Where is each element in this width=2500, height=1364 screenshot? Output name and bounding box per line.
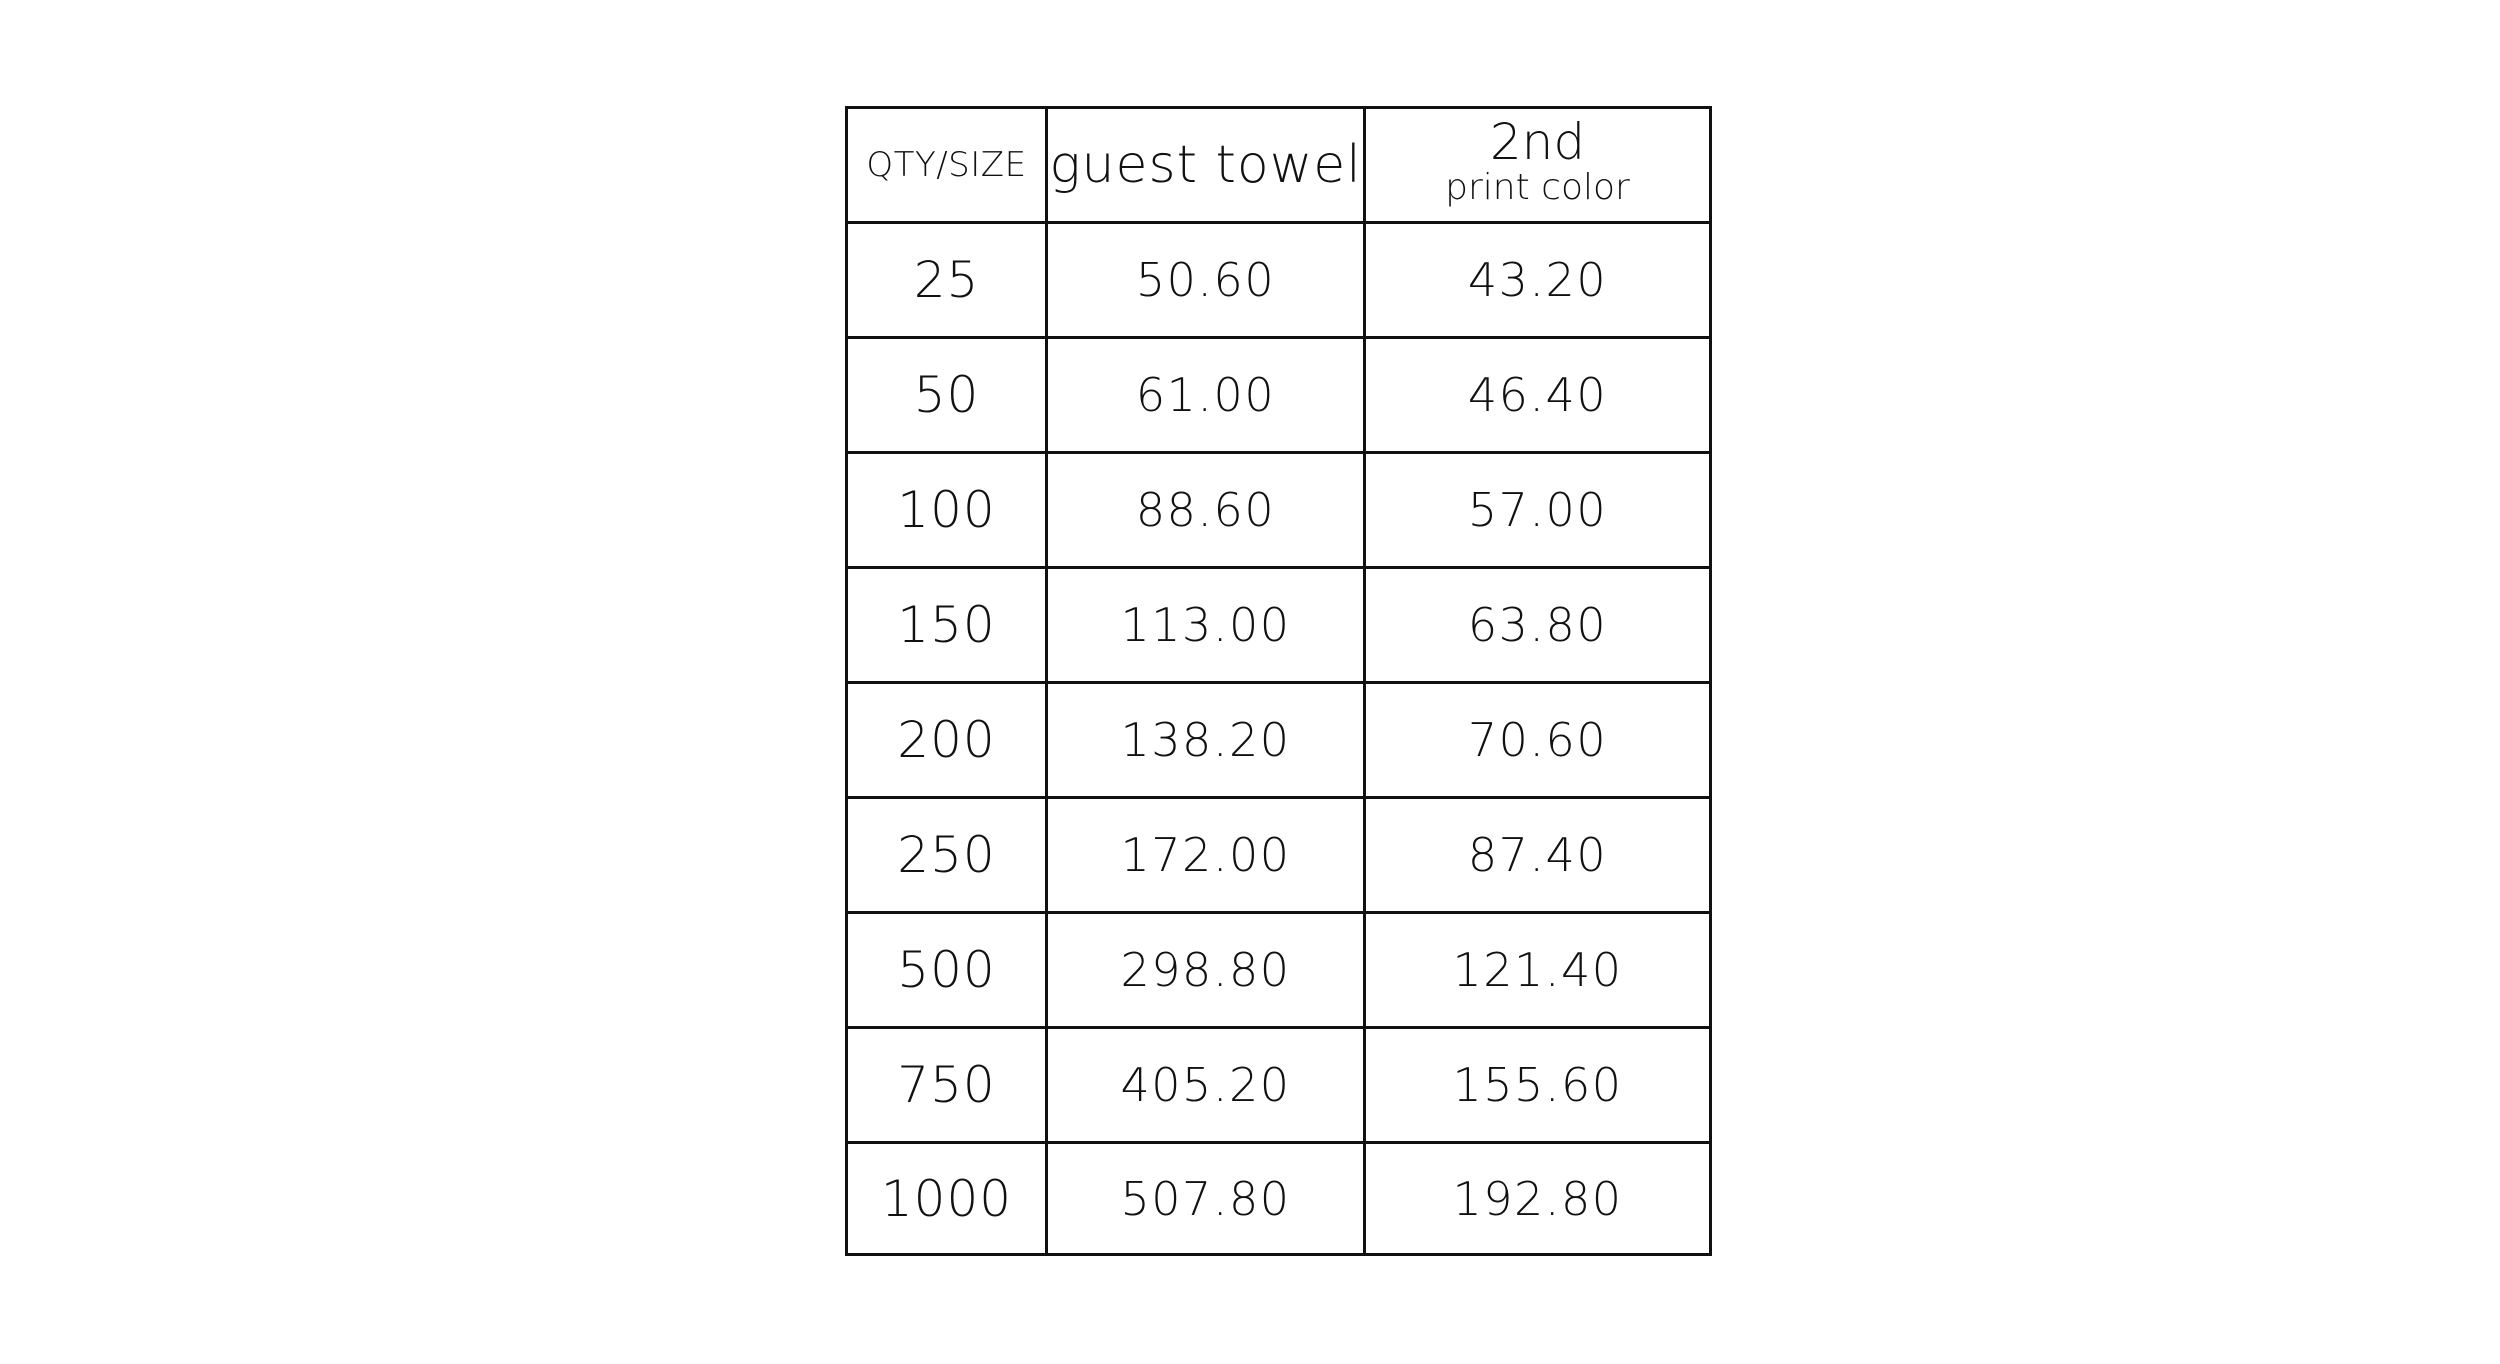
qty-cell: 150 [847,568,1047,683]
second-color-price-cell: 63.80 [1365,568,1711,683]
table-row [847,568,1711,683]
guest-towel-price-cell: 88.60 [1047,453,1365,568]
qty-cell: 200 [847,683,1047,798]
table-body [847,223,1711,1255]
guest-towel-price-cell: 298.80 [1047,913,1365,1028]
table-row [847,683,1711,798]
guest-towel-price-cell: 113.00 [1047,568,1365,683]
price-table [845,106,1712,1256]
qty-cell: 250 [847,798,1047,913]
header-row [847,108,1711,223]
second-color-price-cell: 46.40 [1365,338,1711,453]
qty-cell: 25 [847,223,1047,338]
table-header [847,108,1711,223]
table-row [847,798,1711,913]
second-color-price-cell: 70.60 [1365,683,1711,798]
table-row [847,913,1711,1028]
header-guest-towel: guest towel [1047,108,1365,223]
table-row [847,223,1711,338]
second-color-price-cell: 155.60 [1365,1028,1711,1143]
qty-cell: 100 [847,453,1047,568]
header-print-color-label: print color [1445,167,1630,208]
guest-towel-price-cell: 405.20 [1047,1028,1365,1143]
guest-towel-price-cell: 172.00 [1047,798,1365,913]
qty-cell: 750 [847,1028,1047,1143]
header-second-label: 2nd [1489,113,1586,171]
table-row [847,1143,1711,1255]
second-color-price-cell: 87.40 [1365,798,1711,913]
table-row [847,338,1711,453]
guest-towel-price-cell: 61.00 [1047,338,1365,453]
guest-towel-price-cell: 138.20 [1047,683,1365,798]
table-row [847,453,1711,568]
guest-towel-price-cell: 507.80 [1047,1143,1365,1255]
table-row [847,1028,1711,1143]
second-color-price-cell: 121.40 [1365,913,1711,1028]
qty-cell: 500 [847,913,1047,1028]
guest-towel-price-cell: 50.60 [1047,223,1365,338]
qty-cell: 50 [847,338,1047,453]
header-qty-size: QTY/SIZE [847,108,1047,223]
second-color-price-cell: 43.20 [1365,223,1711,338]
qty-cell: 1000 [847,1143,1047,1255]
second-color-price-cell: 192.80 [1365,1143,1711,1255]
second-color-price-cell: 57.00 [1365,453,1711,568]
header-second-print-color [1365,108,1711,223]
